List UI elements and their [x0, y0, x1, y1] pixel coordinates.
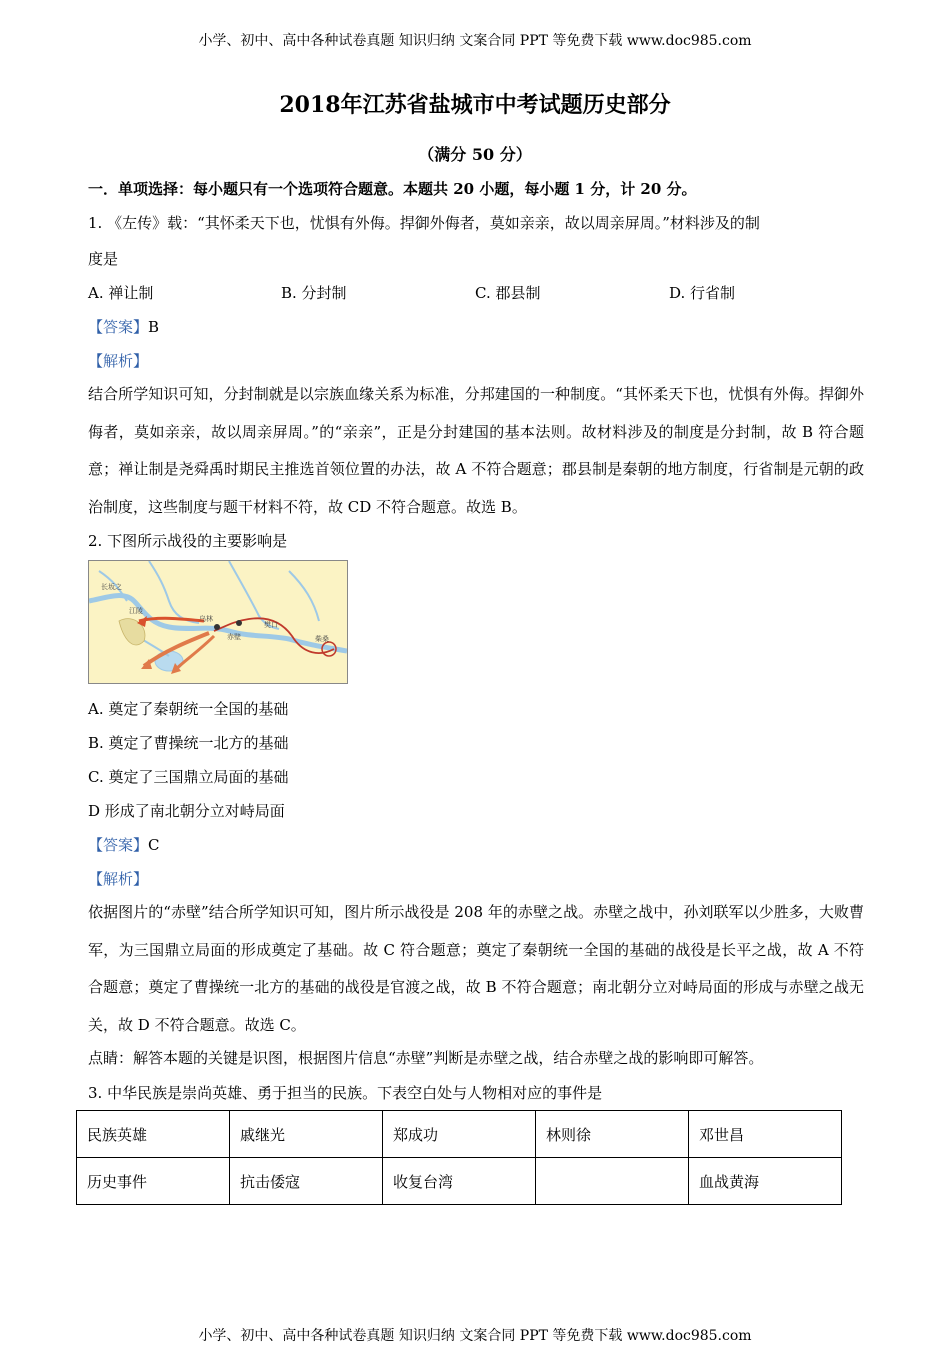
q1-stem-line2: 度是	[88, 250, 119, 268]
table-cell: 民族英雄	[77, 1111, 230, 1158]
table-cell: 抗击倭寇	[230, 1158, 383, 1205]
q2-analysis-tag: 【解析】	[88, 870, 149, 888]
q1-option-c: C. 郡县制	[475, 284, 541, 302]
q3-stem: 3. 中华民族是崇尚英雄、勇于担当的民族。下表空白处与人物相对应的事件是	[88, 1084, 603, 1102]
battle-map	[88, 560, 348, 684]
table-cell: 血战黄海	[689, 1158, 842, 1205]
table-cell-blank	[536, 1158, 689, 1205]
q1-option-b: B. 分封制	[281, 284, 347, 302]
answer-tag: 【答案】	[88, 836, 149, 854]
map-label-chaisang: 柴桑	[315, 635, 329, 643]
q1-stem-line1: 1. 《左传》载：“其怀柔天下也，忧惧有外侮。捍御外侮者，莫如亲亲，故以周亲屏周。”材料涉及的制	[88, 214, 760, 232]
table-row	[77, 1111, 842, 1158]
answer-tag: 【答案】	[88, 318, 149, 336]
q1-option-d: D. 行省制	[669, 284, 736, 302]
q2-analysis: 依据图片的“赤壁”结合所学知识可知，图片所示战役是 208 年的赤壁之战。赤壁之战中，孙刘联军以少胜多，大败曹军，为三国鼎立局面的形成奠定了基础。故 C 符合题意；奠定了秦朝统一全国的基础的战役是长平之战，故 A 不符合题意；奠定了曹操统一北方的基础的战役是官渡之战，故 B 不符合题意；南北朝分立对峙局面的形成与赤壁之战无关，故 D 不符合题意。故选 C。	[88, 903, 864, 1034]
map-label-fankou: 樊口	[264, 621, 278, 629]
page-title: 2018年江苏省盐城市中考试题历史部分	[279, 92, 671, 118]
battle-map-figure	[89, 561, 347, 683]
map-label-wulin: 乌林	[199, 615, 213, 623]
q1-analysis: 结合所学知识可知，分封制就是以宗族血缘关系为标准，分邦建国的一种制度。“其怀柔天下也，忧惧有外侮。捍御外侮者，莫如亲亲，故以周亲屏周。”的“亲亲”，正是分封建国的基本法则。故材料涉及的制度是分封制，故 B 符合题意；禅让制是尧舜禹时期民主推选首领位置的办法，故 A 不符合题意；郡县制是秦朝的地方制度，行省制是元朝的政治制度，这些制度与题干材料不符，故 CD 不符合题意。故选 B。	[88, 385, 864, 516]
table-cell: 林则徐	[536, 1111, 689, 1158]
table-row	[77, 1158, 842, 1205]
q2-stem: 2. 下图所示战役的主要影响是	[88, 532, 288, 550]
table-cell: 邓世昌	[689, 1111, 842, 1158]
table-cell: 历史事件	[77, 1158, 230, 1205]
q2-tip: 点睛：解答本题的关键是识图，根据图片信息“赤壁”判断是赤壁之战，结合赤壁之战的影响即可解答。	[88, 1049, 764, 1067]
q1-answer	[88, 316, 159, 337]
q2-option-d: D 形成了南北朝分立对峙局面	[88, 802, 285, 820]
q2-option-a: A. 奠定了秦朝统一全国的基础	[88, 700, 289, 718]
q3-table	[76, 1110, 842, 1205]
page-header: 小学、初中、高中各种试卷真题 知识归纳 文案合同 PPT 等免费下载 www.doc985.com	[198, 33, 752, 49]
page-subtitle: （满分 50 分）	[418, 145, 532, 164]
q2-option-c: C. 奠定了三国鼎立局面的基础	[88, 768, 289, 786]
page-footer: 小学、初中、高中各种试卷真题 知识归纳 文案合同 PPT 等免费下载 www.doc985.com	[198, 1328, 752, 1344]
map-label-jiangling: 江陵	[129, 607, 143, 615]
table-cell: 郑成功	[383, 1111, 536, 1158]
q2-option-b: B. 奠定了曹操统一北方的基础	[88, 734, 289, 752]
table-cell: 收复台湾	[383, 1158, 536, 1205]
map-label-chibi: 赤壁	[227, 633, 241, 641]
section-heading: 一．单项选择：每小题只有一个选项符合题意。本题共 20 小题，每小题 1 分，计 20 分。	[88, 180, 697, 198]
q1-option-a: A. 禅让制	[88, 284, 154, 302]
answer-value: B	[148, 318, 160, 336]
q2-answer	[88, 834, 160, 855]
answer-value: C	[148, 836, 160, 854]
q1-analysis-tag: 【解析】	[88, 352, 149, 370]
map-label-changbanpo: 长坂之	[101, 583, 122, 591]
table-cell: 戚继光	[230, 1111, 383, 1158]
